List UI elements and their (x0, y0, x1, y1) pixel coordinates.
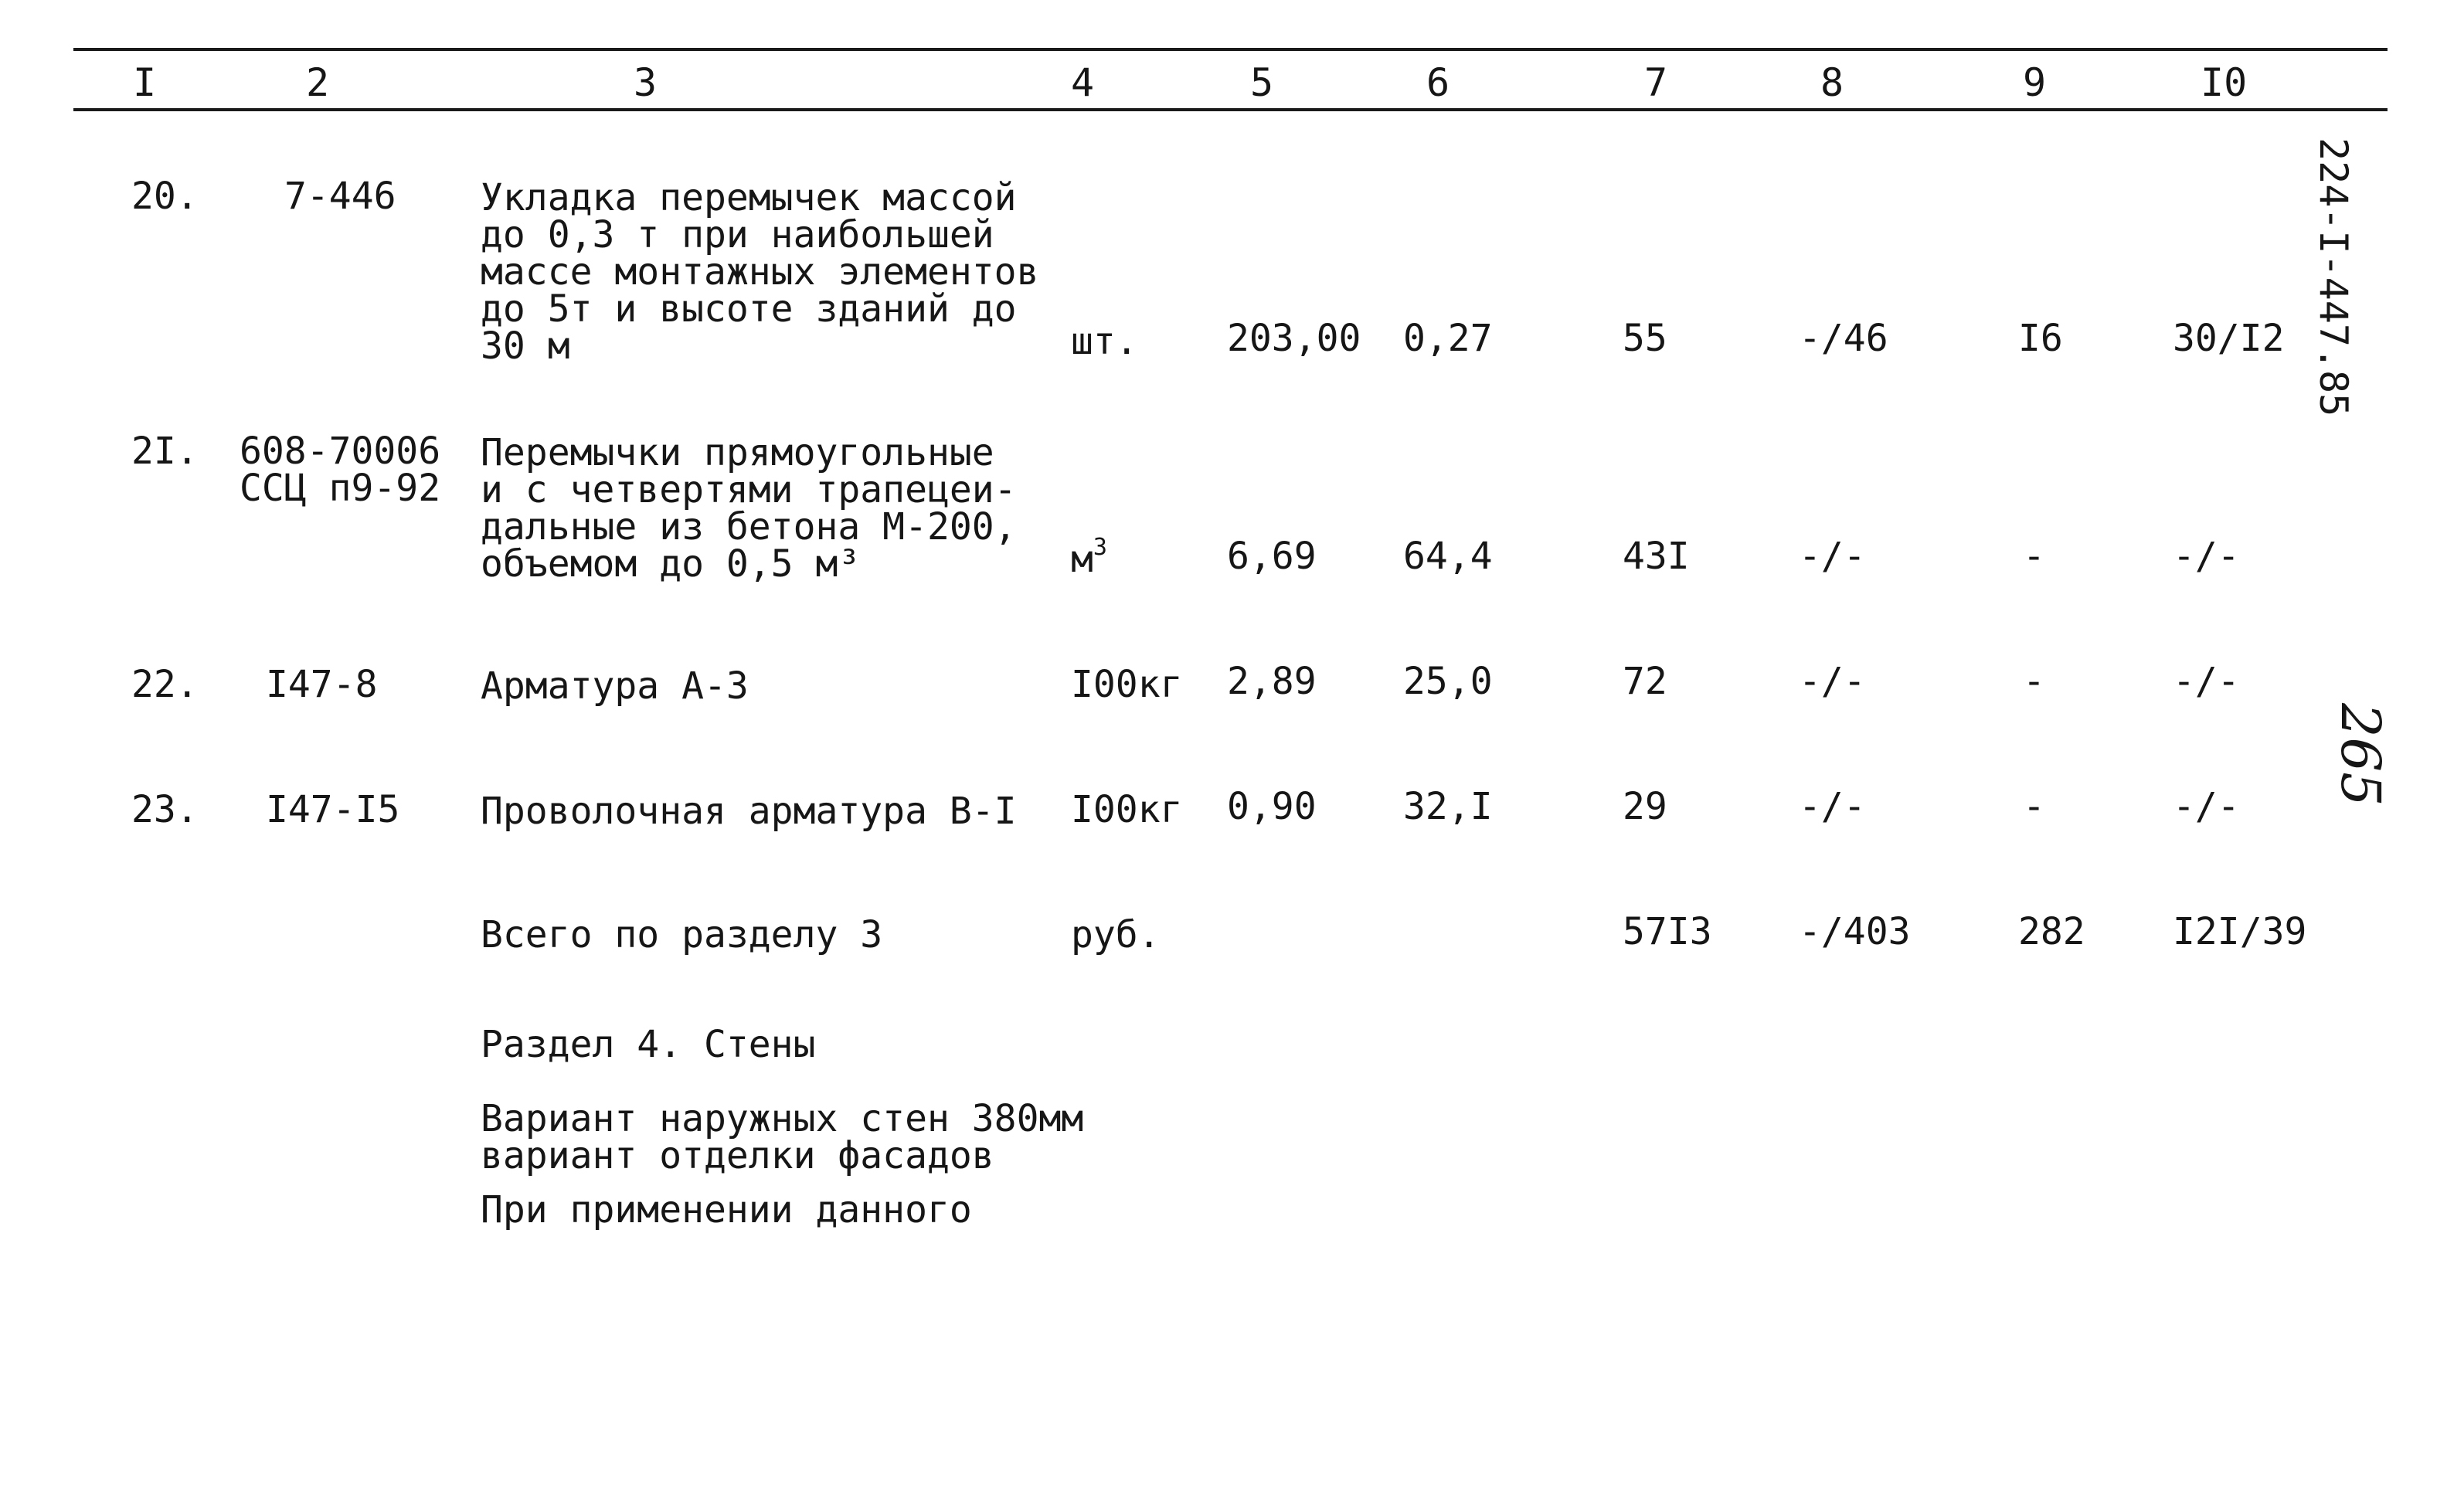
table-row-c9: I6 (2018, 317, 2063, 360)
table-row-c7: 29 (1623, 785, 1667, 828)
table-row-c7: 72 (1623, 660, 1667, 703)
table-row-code: 608-70006 ССЦ п9-92 (240, 430, 441, 510)
table-row-unit: I00кг (1071, 663, 1183, 706)
col-header-7: 7 (1644, 60, 1668, 105)
table-row-code: I47-I5 (266, 788, 400, 831)
table-row-c8: -/- (1799, 785, 1866, 828)
table-row-c7: 43I (1623, 535, 1690, 578)
total-c8: -/403 (1799, 910, 1911, 953)
table-row-c6: 0,27 (1403, 317, 1493, 360)
table-row-c10: -/- (2173, 535, 2240, 578)
total-c10: I2I/39 (2173, 910, 2307, 953)
table-row-c9: - (2023, 785, 2045, 828)
table-row-unit: I00кг (1071, 788, 1183, 831)
col-header-3: 3 (634, 60, 658, 105)
col-header-1: I (133, 60, 157, 105)
table-row-c5: 0,90 (1227, 785, 1317, 828)
page-number: 265 (2329, 703, 2392, 807)
table-row-c8: -/46 (1799, 317, 1888, 360)
table-row-c9: - (2023, 660, 2045, 703)
table-row-c8: -/- (1799, 535, 1866, 578)
table-row-num: 23. (131, 788, 199, 831)
col-header-6: 6 (1426, 60, 1450, 105)
table-row-c5: 203,00 (1227, 317, 1361, 360)
header-bottom-rule (73, 108, 2388, 111)
total-unit: руб. (1071, 913, 1161, 956)
col-header-2: 2 (306, 60, 330, 105)
table-row-c6: 32,I (1403, 785, 1493, 828)
col-header-9: 9 (2023, 60, 2047, 105)
table-row-description: Проволочная арматура В-I (481, 790, 1017, 833)
table-row-code: 7-446 (284, 175, 396, 218)
col-header-4: 4 (1071, 60, 1095, 105)
section-note-continued: При применении данного (481, 1188, 972, 1232)
table-row-c10: 30/I2 (2173, 317, 2285, 360)
table-row-num: 2I. (131, 430, 199, 473)
document-code: 224-I-447.85 (2311, 138, 2356, 417)
col-header-5: 5 (1250, 60, 1274, 105)
col-header-10: I0 (2201, 60, 2248, 105)
table-row-c10: -/- (2173, 785, 2240, 828)
section-note: Вариант наружных стен 380мм вариант отделки фасадов (481, 1097, 1084, 1177)
table-row-c7: 55 (1623, 317, 1667, 360)
total-c7: 57I3 (1623, 910, 1712, 953)
total-label: Всего по разделу 3 (481, 913, 883, 956)
header-top-rule (73, 48, 2388, 51)
table-row-c5: 2,89 (1227, 660, 1317, 703)
table-row-description: Перемычки прямоугольные и с четвертями трапецеи- дальные из бетона М-200, объемом до 0,5 м³ (481, 431, 1017, 586)
table-row-unit: шт. (1071, 320, 1138, 363)
table-row-c6: 64,4 (1403, 535, 1493, 578)
total-c9: 282 (2018, 910, 2085, 953)
table-row-c5: 6,69 (1227, 535, 1317, 578)
table-row-code: I47-8 (266, 663, 378, 706)
table-row-num: 20. (131, 175, 199, 218)
table-row-c6: 25,0 (1403, 660, 1493, 703)
table-row-description: Арматура А-3 (481, 664, 749, 708)
table-row-c10: -/- (2173, 660, 2240, 703)
table-row-description: Укладка перемычек массой до 0,3 т при наибольшей массе монтажных элементов до 5т и высоте зданий до 30 м (481, 176, 1039, 368)
table-row-c9: - (2023, 535, 2045, 578)
section-title: Раздел 4. Стены (481, 1023, 816, 1066)
table-row-c8: -/- (1799, 660, 1866, 703)
table-row-unit: $м^3$ (1071, 534, 1107, 581)
col-header-8: 8 (1820, 60, 1844, 105)
table-row-num: 22. (131, 663, 199, 706)
